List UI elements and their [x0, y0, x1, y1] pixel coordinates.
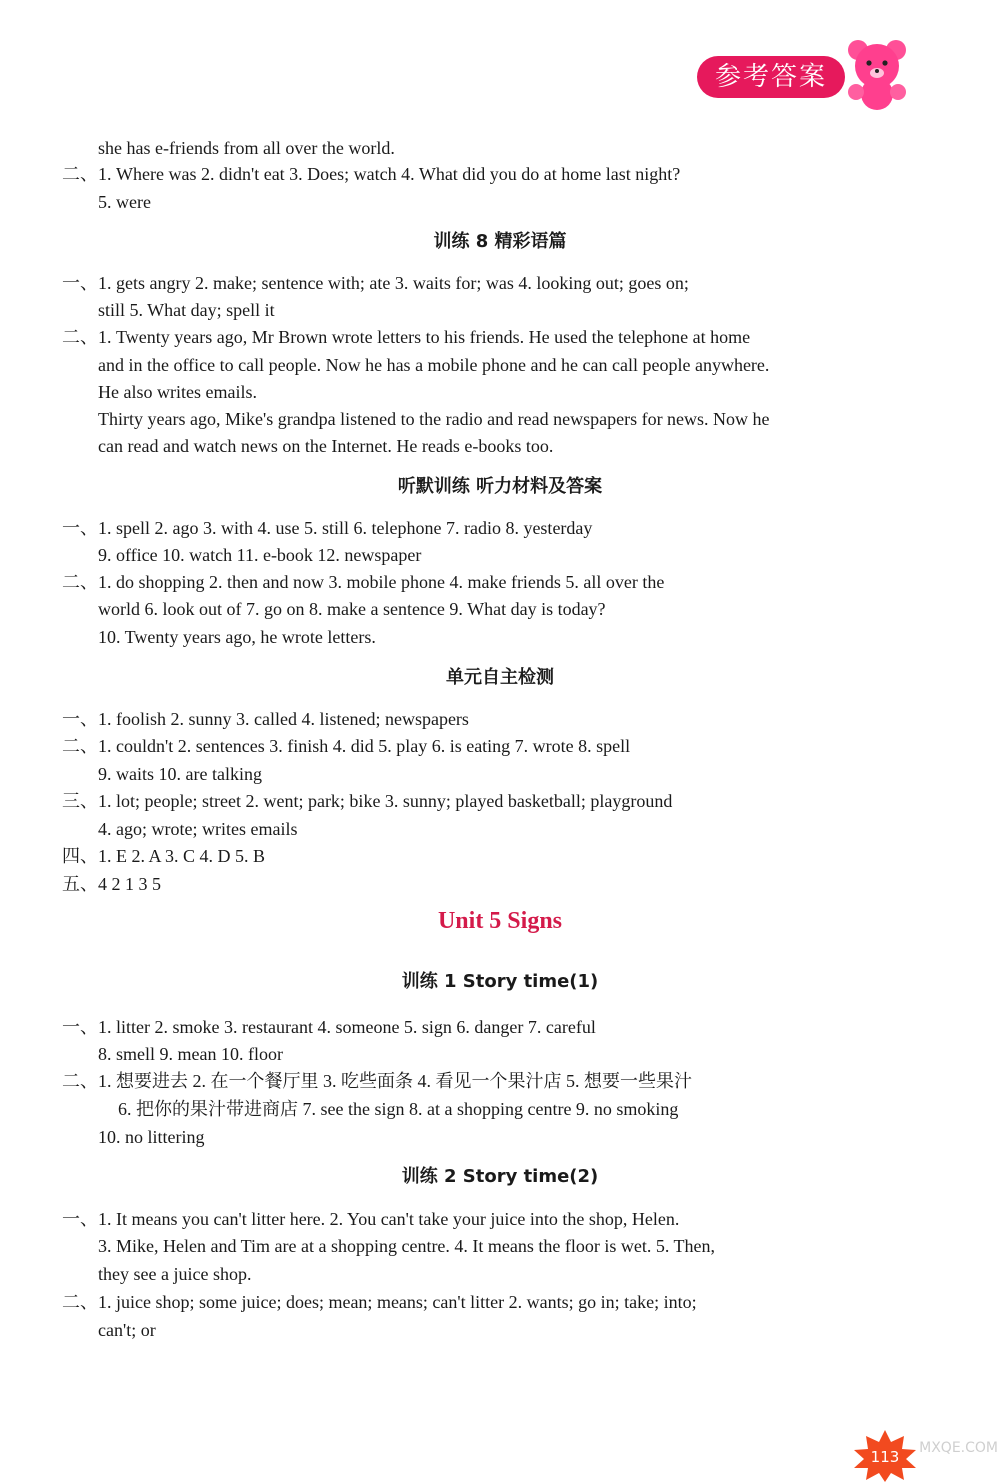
- unit-title: Unit 5 Signs: [437, 908, 563, 934]
- text-line: 9. waits 10. are talking: [98, 764, 262, 784]
- text-line: and in the office to call people. Now he has a mobile phone and he can call people anywhere.: [98, 355, 770, 375]
- text-line: 3. Mike, Helen and Tim are at a shopping centre. 4. It means the floor is wet. 5. Then,: [98, 1236, 716, 1256]
- text-line: 二、1. juice shop; some juice; does; mean; means; can't litter 2. wants; go in; take; into;: [62, 1292, 697, 1312]
- section-heading: 训练 1 Story time(1): [401, 971, 599, 992]
- text-line: world 6. look out of 7. go on 8. make a sentence 9. What day is today?: [98, 599, 606, 619]
- text-line: 一、1. It means you can't litter here. 2. You can't take your juice into the shop, Helen.: [62, 1209, 680, 1229]
- text-line: 一、1. foolish 2. sunny 3. called 4. listened; newspapers: [62, 709, 469, 729]
- text-line: 5. were: [98, 192, 151, 212]
- text-line: 二、1. couldn't 2. sentences 3. finish 4. did 5. play 6. is eating 7. wrote 8. spell: [62, 736, 631, 756]
- watermark: MXQE.COM: [919, 1440, 998, 1456]
- text-line: 四、1. E 2. A 3. C 4. D 5. B: [62, 846, 266, 866]
- answer-key-badge: 参考答案: [697, 56, 845, 98]
- section-heading: 单元自主检测: [446, 667, 554, 688]
- text-line: 二、1. 想要进去 2. 在一个餐厅里 3. 吃些面条 4. 看见一个果汁店 5. 想要一些果汁: [62, 1071, 692, 1091]
- text-line: she has e-friends from all over the world.: [98, 138, 395, 158]
- text-line: He also writes emails.: [98, 382, 257, 402]
- text-line: can read and watch news on the Internet. He reads e-books too.: [98, 436, 554, 456]
- text-line: 二、1. Where was 2. didn't eat 3. Does; watch 4. What did you do at home last night?: [62, 164, 681, 184]
- teddy-bear-icon: [842, 36, 912, 110]
- section-heading: 训练 2 Story time(2): [401, 1166, 599, 1187]
- text-line: 10. Twenty years ago, he wrote letters.: [98, 627, 376, 647]
- text-line: can't; or: [98, 1320, 156, 1340]
- text-line: 6. 把你的果汁带进商店 7. see the sign 8. at a shopping centre 9. no smoking: [118, 1099, 679, 1119]
- text-line: 三、1. lot; people; street 2. went; park; bike 3. sunny; played basketball; playground: [62, 791, 673, 811]
- text-line: 9. office 10. watch 11. e-book 12. newspaper: [98, 545, 422, 565]
- text-line: 一、1. litter 2. smoke 3. restaurant 4. someone 5. sign 6. danger 7. careful: [62, 1017, 596, 1037]
- text-line: 8. smell 9. mean 10. floor: [98, 1044, 283, 1064]
- text-line: they see a juice shop.: [98, 1264, 252, 1284]
- page-number: 113: [870, 1448, 900, 1466]
- text-line: 一、1. spell 2. ago 3. with 4. use 5. still 6. telephone 7. radio 8. yesterday: [62, 518, 593, 538]
- text-line: Thirty years ago, Mike's grandpa listened to the radio and read newspapers for news. Now he: [98, 409, 770, 429]
- text-line: 一、1. gets angry 2. make; sentence with; ate 3. waits for; was 4. looking out; goes on;: [62, 273, 689, 293]
- section-heading: 训练 8 精彩语篇: [433, 231, 567, 252]
- text-line: 4. ago; wrote; writes emails: [98, 819, 298, 839]
- text-line: 二、1. Twenty years ago, Mr Brown wrote letters to his friends. He used the telephone at home: [62, 327, 751, 347]
- text-line: still 5. What day; spell it: [98, 300, 275, 320]
- section-heading: 听默训练 听力材料及答案: [397, 476, 603, 497]
- text-line: 五、4 2 1 3 5: [62, 874, 161, 894]
- text-line: 二、1. do shopping 2. then and now 3. mobile phone 4. make friends 5. all over the: [62, 572, 665, 592]
- text-line: 10. no littering: [98, 1127, 205, 1147]
